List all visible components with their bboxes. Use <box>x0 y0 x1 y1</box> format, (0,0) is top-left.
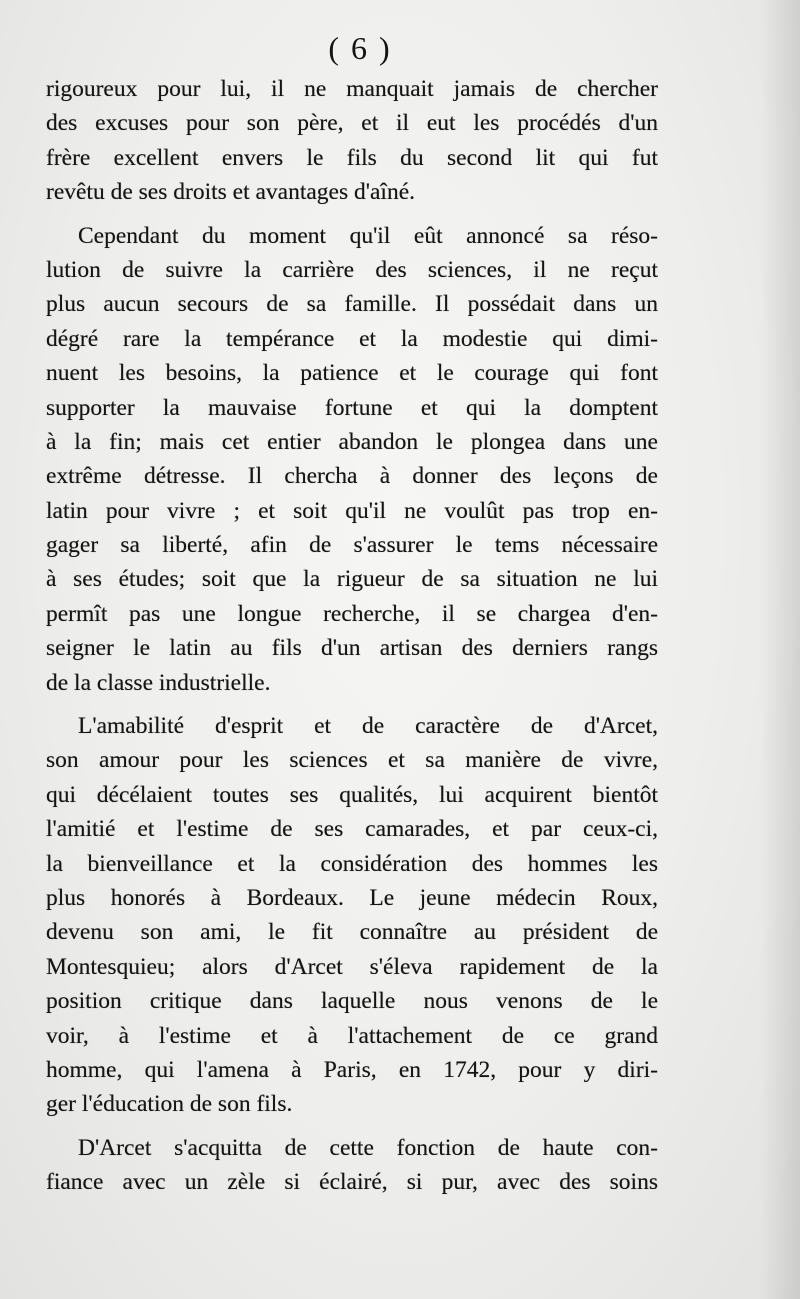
text-line: ger l'éducation de son fils. <box>46 1091 293 1118</box>
text-line: à ses études; soit que la rigueur de sa situation ne lui <box>46 566 658 593</box>
paragraph-1 <box>46 72 658 210</box>
text-line: des excuses pour son père, et il eut les procédés d'un <box>46 110 658 137</box>
text-line: dégré rare la tempérance et la modestie qui dimi- <box>46 325 658 352</box>
text-line: position critique dans laquelle nous venons de le <box>46 988 658 1015</box>
text-line: de la classe industrielle. <box>46 669 271 696</box>
text-line: plus aucun secours de sa famille. Il possédait dans un <box>46 291 658 318</box>
text-line: L'amabilité d'esprit et de caractère de d'Arcet, <box>78 713 658 740</box>
text-line: gager sa liberté, afin de s'assurer le tems nécessaire <box>46 532 658 559</box>
text-line: revêtu de ses droits et avantages d'aîné. <box>46 179 416 206</box>
text-line: voir, à l'estime et à l'attachement de ce grand <box>46 1022 658 1049</box>
text-line: devenu son ami, le fit connaître au président de <box>46 919 658 946</box>
text-line: nuent les besoins, la patience et le courage qui font <box>46 360 658 387</box>
text-line: fiance avec un zèle si éclairé, si pur, avec des soins <box>46 1169 658 1196</box>
text-line: supporter la mauvaise fortune et qui la domptent <box>46 394 658 421</box>
text-line: Cependant du moment qu'il eût annoncé sa réso- <box>78 222 658 249</box>
text-line: frère excellent envers le fils du second lit qui fut <box>46 144 658 171</box>
page-number: ( 6 ) <box>328 30 392 66</box>
text-line: qui décélaient toutes ses qualités, lui acquirent bientôt <box>46 781 658 808</box>
paragraph-4 <box>46 1131 658 1200</box>
text-line: plus honorés à Bordeaux. Le jeune médecin Roux, <box>46 884 658 911</box>
paragraph-3 <box>46 709 658 1122</box>
text-line: lution de suivre la carrière des sciences, il ne reçut <box>46 256 658 283</box>
text-line: l'amitié et l'estime de ses camarades, et par ceux-ci, <box>46 816 658 843</box>
text-line: rigoureux pour lui, il ne manquait jamais de chercher <box>46 76 658 102</box>
body-text <box>46 72 658 1209</box>
text-line: homme, qui l'amena à Paris, en 1742, pour y diri- <box>46 1056 658 1083</box>
text-line: seigner le latin au fils d'un artisan des derniers rangs <box>46 635 658 662</box>
text-line: latin pour vivre ; et soit qu'il ne voulût pas trop en- <box>46 497 658 524</box>
text-line: D'Arcet s'acquitta de cette fonction de haute con- <box>78 1134 658 1161</box>
text-line: extrême détresse. Il chercha à donner des leçons de <box>46 463 658 490</box>
text-line: Montesquieu; alors d'Arcet s'éleva rapidement de la <box>46 953 658 980</box>
text-line: la bienveillance et la considération des hommes les <box>46 850 658 877</box>
text-line: permît pas une longue recherche, il se chargea d'en- <box>46 600 658 627</box>
paragraph-2 <box>46 219 658 700</box>
text-line: à la fin; mais cet entier abandon le plongea dans une <box>46 428 658 455</box>
text-line: son amour pour les sciences et sa manière de vivre, <box>46 747 658 774</box>
